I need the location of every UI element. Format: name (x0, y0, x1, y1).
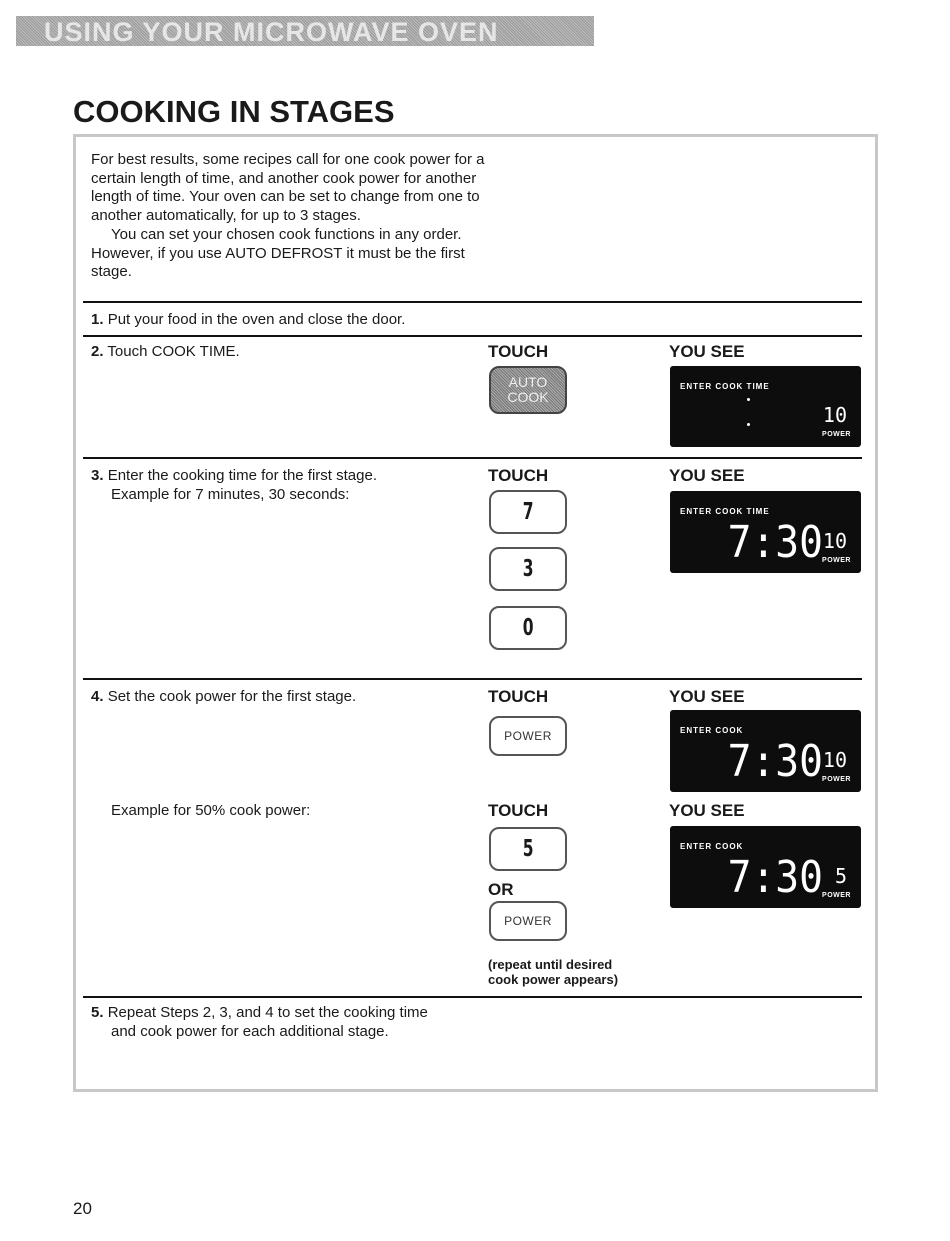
intro-text (91, 151, 491, 282)
number-0-button[interactable] (489, 606, 567, 650)
step-number: 5. (91, 1004, 104, 1021)
display-dot (747, 398, 750, 401)
section-banner (16, 16, 594, 46)
display-dot (747, 423, 750, 426)
note-line: cook power appears) (488, 972, 619, 987)
intro-paragraph-1: For best results, some recipes call for one cook power for a certain length of time, and another cook power for another length of time. Your oven can be set to change from one to another automatically, for up to 3 stages. (91, 151, 485, 225)
step-text: Repeat Steps 2, 3, and 4 to set the cooking time (107, 1004, 428, 1021)
display-indicators: ENTER COOK TIME (680, 507, 770, 516)
step-4 (91, 688, 356, 707)
key-label: COOK (507, 389, 549, 405)
step-number: 1. (91, 311, 104, 328)
display-power-label: POWER (822, 892, 851, 899)
auto-cook-button[interactable] (489, 366, 567, 414)
page-number: 20 (73, 1199, 92, 1218)
touch-header: TOUCH (488, 801, 549, 820)
step-5-continued: and cook power for each additional stage. (111, 1023, 389, 1040)
step-text: Set the cook power for the first stage. (107, 688, 357, 705)
step-text: Touch COOK TIME. (107, 343, 240, 360)
step-4-example: Example for 50% cook power: (111, 802, 311, 819)
step-3 (91, 467, 377, 486)
display-power-label: POWER (822, 431, 851, 438)
display-power-level: 5 (834, 864, 847, 888)
step-2 (91, 343, 240, 362)
step-number: 4. (91, 688, 104, 705)
oven-display (670, 710, 861, 792)
step-number: 3. (91, 467, 104, 484)
you-see-header: YOU SEE (669, 801, 745, 820)
touch-header: TOUCH (488, 687, 549, 706)
key-label: 0 (522, 615, 534, 641)
divider (83, 335, 862, 337)
page-title: COOKING IN STAGES (73, 94, 395, 129)
oven-display (670, 366, 861, 447)
touch-header: TOUCH (488, 466, 549, 485)
banner-text: USING YOUR MICROWAVE OVEN (44, 17, 499, 47)
divider (83, 678, 862, 680)
intro-paragraph-2: You can set your chosen cook functions in any order. However, if you use AUTO DEFROST it must be the first stage. (91, 225, 465, 281)
number-5-button[interactable] (489, 827, 567, 871)
display-time: 7:30 (727, 852, 823, 903)
step-1 (91, 311, 405, 330)
display-indicators: ENTER COOK (680, 842, 744, 851)
power-button[interactable] (489, 716, 567, 756)
display-time: 7:30 (727, 517, 823, 568)
display-power-level: 10 (822, 529, 847, 553)
divider (83, 301, 862, 303)
repeat-note (488, 957, 618, 987)
display-power-level: 10 (822, 748, 847, 772)
key-label: POWER (504, 729, 552, 743)
display-indicators: ENTER COOK (680, 726, 744, 735)
oven-display (670, 826, 861, 908)
key-label: 3 (522, 556, 534, 582)
divider (83, 457, 862, 459)
or-label: OR (488, 880, 514, 899)
number-3-button[interactable] (489, 547, 567, 591)
number-7-button[interactable] (489, 490, 567, 534)
you-see-header: YOU SEE (669, 342, 745, 361)
key-label: AUTO (508, 374, 548, 390)
display-time: 7:30 (727, 736, 823, 787)
step-5 (91, 1004, 428, 1023)
display-power-label: POWER (822, 557, 851, 564)
step-number: 2. (91, 343, 104, 360)
key-label: POWER (504, 914, 552, 928)
oven-display (670, 491, 861, 573)
display-indicators: ENTER COOK TIME (680, 382, 770, 391)
step-text: Enter the cooking time for the first stage. (107, 467, 377, 484)
power-button[interactable] (489, 901, 567, 941)
step-text: Put your food in the oven and close the door. (107, 311, 406, 328)
display-power-level: 10 (822, 403, 847, 427)
key-label: 5 (522, 836, 534, 862)
step-3-example: Example for 7 minutes, 30 seconds: (111, 486, 350, 503)
touch-header: TOUCH (488, 342, 549, 361)
divider (83, 996, 862, 998)
you-see-header: YOU SEE (669, 466, 745, 485)
display-power-label: POWER (822, 776, 851, 783)
key-label: 7 (522, 499, 534, 525)
you-see-header: YOU SEE (669, 687, 745, 706)
note-line: (repeat until desired (488, 957, 613, 972)
